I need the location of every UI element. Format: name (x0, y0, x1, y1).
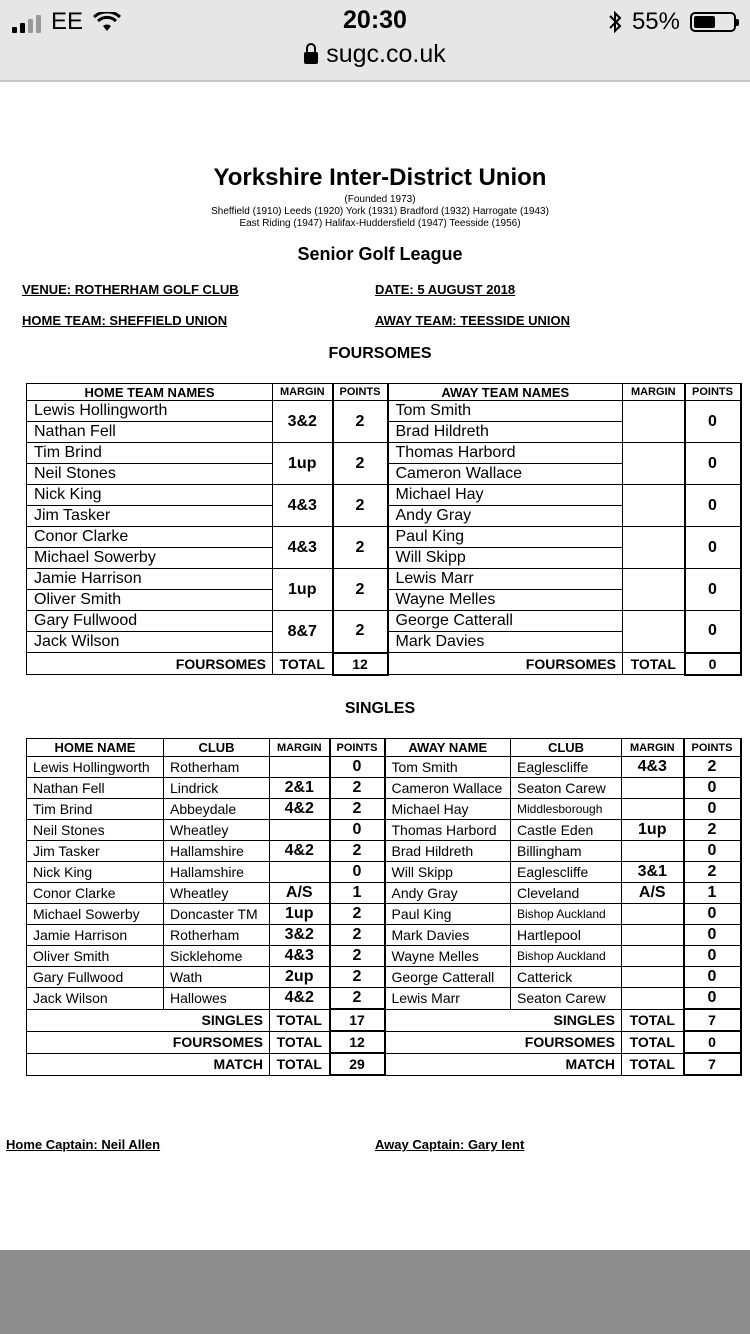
singles-header-row (27, 739, 741, 757)
home-player-name: Conor Clarke (27, 527, 273, 548)
total-word: TOTAL (273, 653, 333, 675)
away-points: 0 (684, 925, 741, 946)
singles-row (27, 757, 741, 778)
home-margin: 2up (270, 967, 330, 988)
home-points: 2 (330, 778, 385, 799)
total-label: FOURSOMES (385, 1031, 622, 1053)
home-points: 2 (330, 799, 385, 820)
away-player-name: Lewis Marr (385, 988, 511, 1010)
away-margin (623, 485, 685, 527)
singles-row (27, 778, 741, 799)
home-player-name: Jamie Harrison (27, 925, 164, 946)
browser-toolbar (0, 1250, 750, 1334)
foursomes-row (27, 527, 741, 548)
foursomes-header-row (27, 384, 741, 401)
home-club: Hallamshire (164, 862, 270, 883)
away-player-name: Will Skipp (388, 548, 623, 569)
away-club: Seaton Carew (511, 988, 622, 1010)
home-margin: 4&2 (270, 799, 330, 820)
home-club: Rotherham (164, 925, 270, 946)
col-away-name: AWAY NAME (385, 739, 511, 757)
away-player-name: Mark Davies (388, 632, 623, 653)
col-margin: MARGIN (270, 739, 330, 757)
foursomes-row (27, 485, 741, 506)
status-bar (0, 0, 750, 82)
lock-icon (304, 52, 318, 64)
col-club: CLUB (164, 739, 270, 757)
total-word: TOTAL (270, 1009, 330, 1031)
home-club: Hallowes (164, 988, 270, 1010)
away-player-name: Michael Hay (388, 485, 623, 506)
col-margin: MARGIN (622, 739, 684, 757)
away-margin (622, 988, 684, 1010)
home-total: 29 (330, 1053, 385, 1075)
home-player-name: Jamie Harrison (27, 569, 273, 590)
away-player-name: Cameron Wallace (385, 778, 511, 799)
home-club: Wath (164, 967, 270, 988)
singles-total-row (27, 1053, 741, 1075)
away-player-name: Brad Hildreth (388, 422, 623, 443)
col-points: POINTS (685, 384, 741, 401)
away-club: Seaton Carew (511, 778, 622, 799)
singles-heading: SINGLES (344, 700, 416, 717)
home-points: 2 (330, 988, 385, 1010)
home-points: 0 (330, 820, 385, 841)
away-player-name: Paul King (388, 527, 623, 548)
home-margin: 1up (270, 904, 330, 925)
total-word: TOTAL (270, 1053, 330, 1075)
away-points: 0 (684, 904, 741, 925)
home-player-name: Gary Fullwood (27, 967, 164, 988)
col-margin: MARGIN (273, 384, 333, 401)
home-points: 2 (333, 443, 388, 485)
districts-line-2: East Riding (1947) Halifax-Huddersfield (1947) Teesside (1956) (239, 218, 521, 229)
away-margin (622, 841, 684, 862)
total-label: SINGLES (385, 1009, 622, 1031)
total-word: TOTAL (270, 1031, 330, 1053)
home-player-name: Conor Clarke (27, 883, 164, 904)
foursomes-row (27, 569, 741, 590)
singles-row (27, 883, 741, 904)
home-player-name: Neil Stones (27, 464, 273, 485)
foursomes-total-row (27, 653, 741, 675)
total-label: FOURSOMES (27, 653, 273, 675)
away-player-name: Mark Davies (385, 925, 511, 946)
home-points: 2 (330, 841, 385, 862)
away-margin (622, 778, 684, 799)
home-points: 2 (333, 485, 388, 527)
singles-row (27, 862, 741, 883)
home-player-name: Jim Tasker (27, 841, 164, 862)
battery-icon (690, 12, 736, 32)
home-club: Doncaster TM (164, 904, 270, 925)
away-points: 0 (685, 527, 741, 569)
away-margin: 4&3 (622, 757, 684, 778)
col-points: POINTS (333, 384, 388, 401)
away-points: 0 (684, 967, 741, 988)
away-club: Billingham (511, 841, 622, 862)
away-points: 0 (684, 799, 741, 820)
away-margin (623, 401, 685, 443)
away-total: 7 (684, 1053, 741, 1075)
away-margin: 3&1 (622, 862, 684, 883)
founded-line: (Founded 1973) (344, 194, 416, 205)
away-player-name: Michael Hay (385, 799, 511, 820)
away-player-name: Tom Smith (388, 401, 623, 422)
home-player-name: Jim Tasker (27, 506, 273, 527)
away-margin (622, 799, 684, 820)
home-club: Wheatley (164, 820, 270, 841)
away-club: Eaglescliffe (511, 862, 622, 883)
home-player-name: Oliver Smith (27, 946, 164, 967)
carrier-label: EE (51, 8, 84, 35)
away-points: 0 (685, 485, 741, 527)
home-margin: 4&2 (270, 841, 330, 862)
away-points: 0 (684, 988, 741, 1010)
singles-row (27, 988, 741, 1010)
away-player-name: Thomas Harbord (385, 820, 511, 841)
col-home-name: HOME NAME (27, 739, 164, 757)
col-points: POINTS (684, 739, 741, 757)
home-points: 0 (330, 862, 385, 883)
singles-row (27, 946, 741, 967)
away-player-name: George Catterall (388, 611, 623, 632)
home-margin: 4&3 (273, 527, 333, 569)
col-margin: MARGIN (623, 384, 685, 401)
away-player-name: Andy Gray (385, 883, 511, 904)
home-player-name: Jack Wilson (27, 988, 164, 1010)
singles-total-row (27, 1031, 741, 1053)
home-captain: Home Captain: Neil Allen (6, 1137, 161, 1152)
home-player-name: Tim Brind (27, 799, 164, 820)
home-points: 2 (333, 569, 388, 611)
total-word: TOTAL (623, 653, 685, 675)
away-captain: Away Captain: Gary Ient (375, 1137, 525, 1152)
away-total: 0 (684, 1031, 741, 1053)
away-club: Bishop Auckland (511, 946, 622, 967)
away-player-name: Will Skipp (385, 862, 511, 883)
home-club: Rotherham (164, 757, 270, 778)
away-points: 0 (684, 946, 741, 967)
status-right (608, 8, 736, 36)
total-word: TOTAL (622, 1009, 684, 1031)
away-margin (622, 967, 684, 988)
home-player-name: Nick King (27, 485, 273, 506)
singles-row (27, 967, 741, 988)
away-points: 2 (684, 820, 741, 841)
clock: 20:30 (343, 6, 407, 34)
foursomes-table (26, 383, 742, 676)
address-bar[interactable] (0, 40, 750, 69)
away-club: Eaglescliffe (511, 757, 622, 778)
home-margin: 2&1 (270, 778, 330, 799)
districts-line-1: Sheffield (1910) Leeds (1920) York (1931) Bradford (1932) Harrogate (1943) (211, 206, 549, 217)
home-club: Abbeydale (164, 799, 270, 820)
home-player-name: Michael Sowerby (27, 548, 273, 569)
foursomes-heading: FOURSOMES (328, 345, 432, 362)
url-text: sugc.co.uk (326, 40, 446, 68)
away-player-name: Cameron Wallace (388, 464, 623, 485)
away-player-name: Wayne Melles (388, 590, 623, 611)
total-label: FOURSOMES (27, 1031, 270, 1053)
home-points: 2 (330, 967, 385, 988)
home-player-name: Neil Stones (27, 820, 164, 841)
away-points: 0 (684, 778, 741, 799)
home-margin (270, 820, 330, 841)
home-margin (270, 757, 330, 778)
away-points: 0 (685, 443, 741, 485)
away-margin (623, 443, 685, 485)
away-points: 0 (685, 611, 741, 653)
home-margin: 1up (273, 443, 333, 485)
home-margin: 4&3 (273, 485, 333, 527)
home-points: 2 (333, 527, 388, 569)
away-margin (623, 569, 685, 611)
away-points: 2 (684, 757, 741, 778)
home-total: 17 (330, 1009, 385, 1031)
total-word: TOTAL (622, 1053, 684, 1075)
away-player-name: Thomas Harbord (388, 443, 623, 464)
home-margin: 4&3 (270, 946, 330, 967)
away-margin: 1up (622, 820, 684, 841)
home-club: Hallamshire (164, 841, 270, 862)
away-total: 7 (684, 1009, 741, 1031)
home-points: 2 (333, 401, 388, 443)
home-player-name: Nathan Fell (27, 422, 273, 443)
home-margin: 8&7 (273, 611, 333, 653)
col-club: CLUB (511, 739, 622, 757)
battery-percent: 55% (631, 8, 680, 35)
home-points: 1 (330, 883, 385, 904)
venue: VENUE: ROTHERHAM GOLF CLUB (22, 282, 239, 297)
away-club: Bishop Auckland (511, 904, 622, 925)
home-total: 12 (330, 1031, 385, 1053)
doc-title: Yorkshire Inter-District Union (213, 164, 547, 191)
home-points: 0 (330, 757, 385, 778)
singles-row (27, 925, 741, 946)
col-home-team-names: HOME TEAM NAMES (27, 384, 273, 401)
home-total: 12 (333, 653, 388, 675)
home-team: HOME TEAM: SHEFFIELD UNION (22, 313, 228, 328)
total-label: SINGLES (27, 1009, 270, 1031)
foursomes-row (27, 443, 741, 464)
away-margin: A/S (622, 883, 684, 904)
away-player-name: Andy Gray (388, 506, 623, 527)
home-club: Sicklehome (164, 946, 270, 967)
singles-row (27, 841, 741, 862)
total-label: FOURSOMES (388, 653, 623, 675)
away-player-name: George Catterall (385, 967, 511, 988)
home-margin: 4&2 (270, 988, 330, 1010)
away-margin (623, 611, 685, 653)
home-player-name: Tim Brind (27, 443, 273, 464)
home-club: Wheatley (164, 883, 270, 904)
home-margin: 3&2 (270, 925, 330, 946)
away-player-name: Paul King (385, 904, 511, 925)
home-player-name: Lewis Hollingworth (27, 401, 273, 422)
home-margin: 3&2 (273, 401, 333, 443)
home-player-name: Michael Sowerby (27, 904, 164, 925)
singles-row (27, 820, 741, 841)
away-total: 0 (685, 653, 741, 675)
home-club: Lindrick (164, 778, 270, 799)
home-margin (270, 862, 330, 883)
home-points: 2 (330, 946, 385, 967)
away-margin (622, 925, 684, 946)
away-club: Middlesborough (511, 799, 622, 820)
away-team: AWAY TEAM: TEESSIDE UNION (375, 313, 571, 328)
home-player-name: Jack Wilson (27, 632, 273, 653)
foursomes-row (27, 611, 741, 632)
league-title: Senior Golf League (297, 244, 463, 264)
col-away-team-names: AWAY TEAM NAMES (388, 384, 623, 401)
home-player-name: Gary Fullwood (27, 611, 273, 632)
home-player-name: Oliver Smith (27, 590, 273, 611)
total-label: MATCH (385, 1053, 622, 1075)
home-margin: 1up (273, 569, 333, 611)
bluetooth-icon (608, 10, 622, 34)
away-club: Hartlepool (511, 925, 622, 946)
singles-table (26, 738, 742, 1076)
home-player-name: Nick King (27, 862, 164, 883)
foursomes-row (27, 401, 741, 422)
away-player-name: Lewis Marr (388, 569, 623, 590)
away-points: 0 (685, 569, 741, 611)
singles-row (27, 904, 741, 925)
away-club: Cleveland (511, 883, 622, 904)
total-word: TOTAL (622, 1031, 684, 1053)
away-points: 1 (684, 883, 741, 904)
away-margin (622, 904, 684, 925)
away-club: Castle Eden (511, 820, 622, 841)
home-margin: A/S (270, 883, 330, 904)
total-label: MATCH (27, 1053, 270, 1075)
singles-total-row (27, 1009, 741, 1031)
singles-row (27, 799, 741, 820)
home-points: 2 (330, 925, 385, 946)
home-player-name: Lewis Hollingworth (27, 757, 164, 778)
away-points: 2 (684, 862, 741, 883)
col-points: POINTS (330, 739, 385, 757)
away-player-name: Wayne Melles (385, 946, 511, 967)
home-points: 2 (330, 904, 385, 925)
away-points: 0 (684, 841, 741, 862)
away-club: Catterick (511, 967, 622, 988)
away-margin (623, 527, 685, 569)
away-player-name: Tom Smith (385, 757, 511, 778)
away-margin (622, 946, 684, 967)
home-points: 2 (333, 611, 388, 653)
battery-level (694, 16, 715, 28)
home-player-name: Nathan Fell (27, 778, 164, 799)
away-player-name: Brad Hildreth (385, 841, 511, 862)
away-points: 0 (685, 401, 741, 443)
date: DATE: 5 AUGUST 2018 (375, 282, 516, 297)
